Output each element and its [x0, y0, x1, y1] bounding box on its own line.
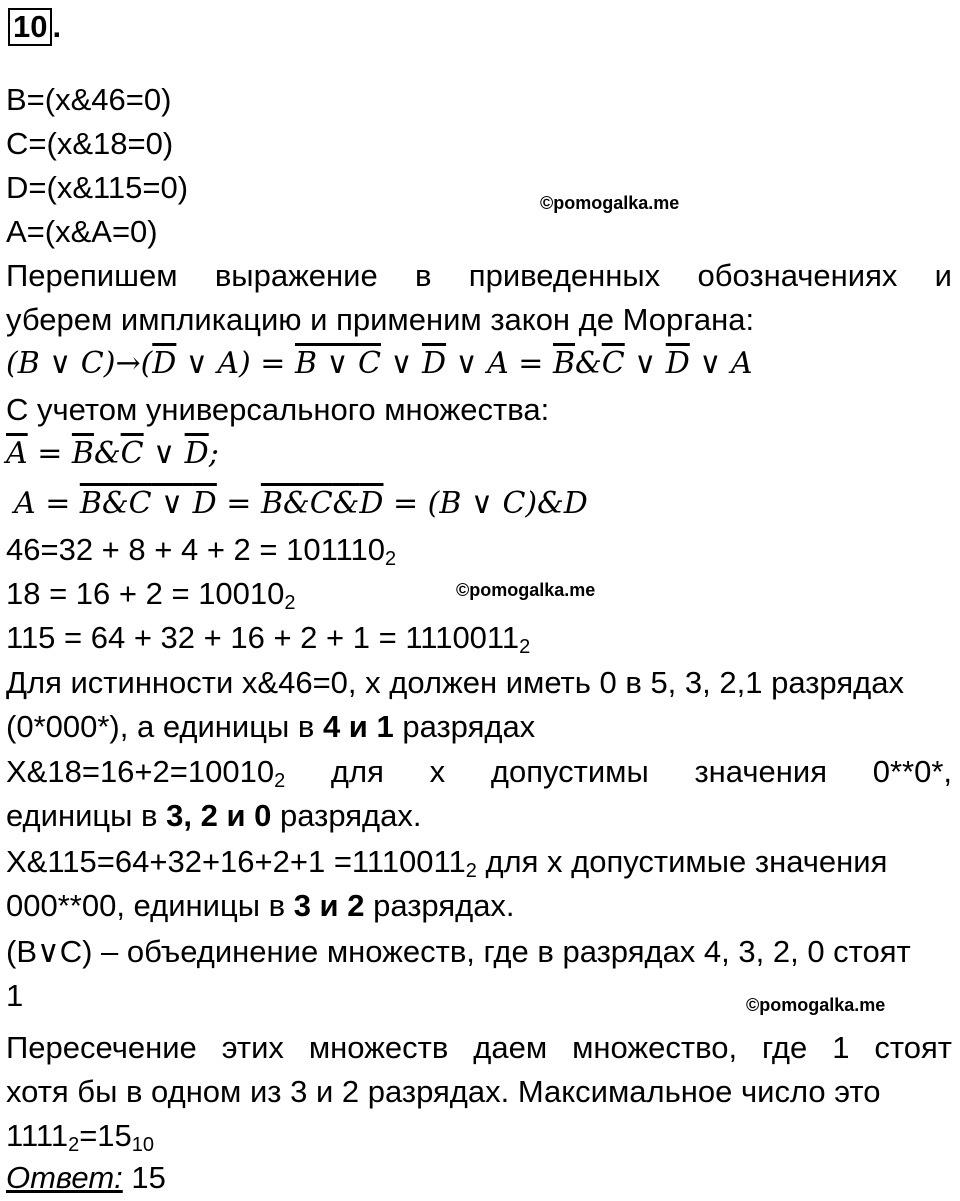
intro-line-1: Перепишем выражение в приведенных обозначениях и	[6, 258, 952, 293]
definition-b: B=(x&46=0)	[6, 82, 172, 117]
definition-c: C=(x&18=0)	[6, 126, 174, 161]
p1-line-2: (0*000*), а единицы в 4 и 1 разрядах	[6, 709, 536, 744]
formula-a: A = B&C ∨ D = B&C&D = (B ∨ C)&D	[14, 486, 588, 521]
p2-line-1: $X\&18=16+2=10010_2$ для x допустимы значения 0**0*,	[6, 754, 952, 792]
p4-line-1: (B∨C) – объединение множеств, где в разрядах 4, 3, 2, 0 стоят	[6, 934, 911, 969]
binary-115: $115 = 64 + 32 + 16 + 2 + 1 = 1110011_2$	[6, 620, 531, 658]
p4-line-2: 1	[6, 978, 24, 1013]
watermark-middle: ©pomogalka.me	[456, 580, 596, 600]
binary-46: $46=32 + 8 + 4 + 2 = 101110_2$	[6, 532, 397, 570]
binary-18: $18 = 16 + 2 = 10010_2$	[6, 576, 296, 614]
watermark-bottom: ©pomogalka.me	[746, 995, 886, 1015]
p5-line-2: хотя бы в одном из 3 и 2 разрядах. Максимальное число это	[6, 1074, 881, 1109]
definition-d: D=(x&115=0)	[6, 170, 189, 205]
formula-de-morgan: (B ∨ $C)\to(\overline{D}$ ∨ A) = B ∨ C ∨ $\overline{D}$ ∨ $A = \overline{B}\&\overline{C}$ ∨ $\overline{D}$ ∨ A	[6, 346, 753, 381]
answer-value: 15	[122, 1160, 166, 1195]
answer-line	[6, 1156, 166, 1200]
definition-a: A=(x&A=0)	[6, 214, 158, 249]
formula-not-a: $\overline{A}$ = $\overline{B}\&\overline{C}$ ∨ $\overline{D}$;	[6, 436, 219, 471]
p2-line-2: единицы в 3, 2 и 0 разрядах.	[6, 798, 422, 833]
p1-line-1: Для истинности x&46=0, x должен иметь 0 в 5, 3, 2,1 разрядах	[6, 665, 904, 700]
universal-set-label: С учетом универсального множества:	[6, 392, 550, 427]
watermark-top: ©pomogalka.me	[540, 193, 680, 213]
p3-line-1: X&115=64+32+16+2+1 $=1110011_2$ для x допустимые значения	[6, 844, 888, 882]
answer-label: Ответ:	[6, 1160, 123, 1195]
p5-line-3: $1111_2=15_{10}$	[6, 1118, 155, 1156]
intro-line-2: уберем импликацию и применим закон де Моргана:	[6, 302, 755, 337]
p5-line-1: Пересечение этих множеств даем множество, где 1 стоят	[6, 1030, 952, 1065]
task-number: 10 .	[8, 8, 61, 46]
p3-line-2: 000**00, единицы в 3 и 2 разрядах.	[6, 888, 515, 923]
